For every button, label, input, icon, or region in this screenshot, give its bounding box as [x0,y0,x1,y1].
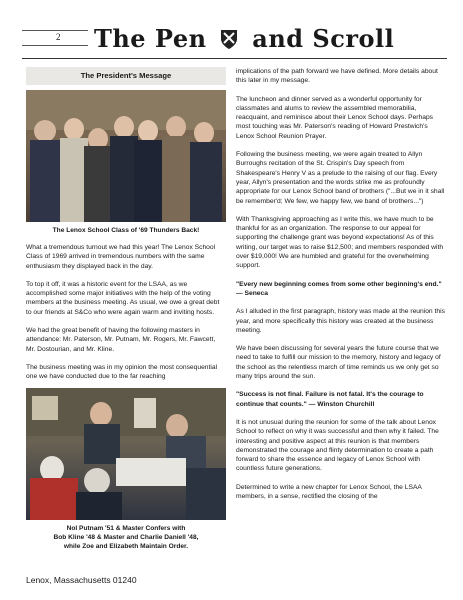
quote-seneca: "Every new beginning comes from some other beginning's end." — Seneca [236,280,442,297]
masthead [22,24,447,58]
photo2-caption [26,524,226,551]
page-number: 2 [56,32,61,42]
paragraph: implications of the path forward we have defined. More details about this later in my message. [236,68,438,85]
paragraph: What a tremendous turnout we had this year! The Lenox School Class of 1969 arrived in tremendous numbers with the same enthusiasm they displayed back in the day. [26,244,216,270]
paragraph: We had the great benefit of having the following masters in attendance: Mr. Paterson, Mr. Putnam, Mr. Rogers, Mr. Fawcett, Mr. Dostourian, and Mr. Kline. [26,327,216,353]
paragraph: Determined to write a new chapter for Lenox School, the LSAA members, in a sense, rectified the closing of the [236,483,422,500]
paragraph: It is not unusual during the reunion for some of the talk about Lenox School to reflect on why it was successful and then why it failed. The interesting and positive aspect at this reunion is that members demonstrated the courage and flinty determination to create a path forward to share the essence and legacy of Lenox School with countless future generations. [236,418,439,473]
crest-icon [219,27,239,49]
caption-line: while Zoe and Elizabeth Maintain Order. [63,542,189,550]
paragraph: To top it off, it was a historic event for the LSAA, as we accomplished some major initiatives with the help of the voting members at the business meeting. As usual, we owe a great debt to our friends at S&Co who were again warm and inviting hosts. [26,280,220,316]
paragraph: The business meeting was in my opinion the most consequential one we have conducted due to the far reaching [26,363,218,381]
class-of-69-photo [26,90,226,222]
quote-churchill: "Success is not final. Failure is not fatal. It's the courage to continue that counts." — Winston Churchill [236,391,424,408]
title-left: The Pen [94,24,207,53]
paragraph: The luncheon and dinner served as a wonderful opportunity for classmates and alums to review the assembled memorabilia, reacquaint, and reminisce about their Lenox School days. Perhaps most touching was Mr. Paterson's reading of Howard Prestwich's Lenox School Reunion Prayer. [236,95,434,140]
paragraph: As I alluded in the first paragraph, history was made at the reunion this year, and more specifically this history was created at the business meeting. [236,308,445,334]
title-right: and Scroll [252,24,395,53]
right-column [236,67,446,501]
paragraph: We have been discussing for several years the future course that we need to take to fulfill our mission to the memory, history and legacy of the school as the relentless march of time reminds us we only get so many trips around the sun. [236,345,441,381]
reunion-table-photo [26,388,226,520]
caption-line: Bob Kline '48 & Master and Charlie Daniell '48, [53,533,199,541]
paragraph: With Thanksgiving approaching as I write this, we have much to be thankful for as an organization. The response to our appeal for supporting the challenge grant was beyond expectations! As of this writing, our target was to raise $12,500; and members responded with over $19,000! We are humbled and grateful for the overwhelming support. [236,215,444,270]
left-column [26,67,226,551]
newsletter-title [94,24,394,53]
footer-address: Lenox, Massachusetts 01240 [26,575,137,585]
page-number-box [22,30,88,46]
caption-line: Nol Putnam '51 & Master Confers with [66,524,186,532]
paragraph: Following the business meeting, we were again treated to Allyn Burroughs recitation of the St. Crispin's Day speech from Shakespeare's Henry V as a prelude to the raising of our flag. Every year, Allyn's presentation and the words strike me as profoundly appropriate for our Lenox School band of brothers ("...But we in it shall be remember'd; We few, we happy few, we band of brothers...") [236,151,445,205]
section-heading: The President's Message [26,67,226,85]
masthead-rule [22,58,447,59]
photo1-caption: The Lenox School Class of '69 Thunders Back! [52,227,200,234]
